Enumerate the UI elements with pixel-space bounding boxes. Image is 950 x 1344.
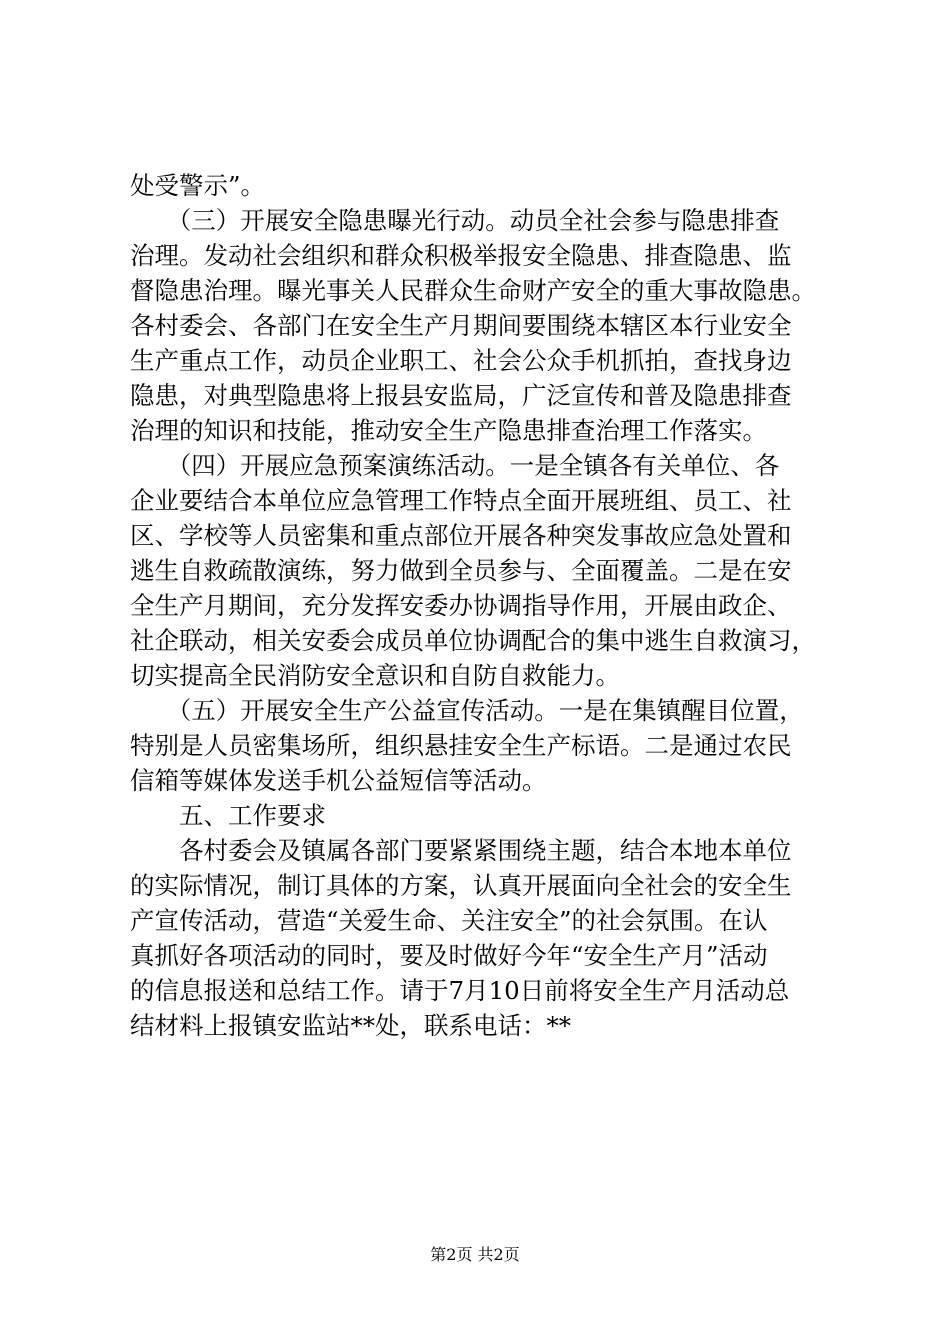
body-text-line: 信箱等媒体发送手机公益短信等活动。: [130, 766, 547, 795]
section-heading-line: 五、工作要求: [130, 801, 326, 830]
body-text-line: 的实际情况，制订具体的方案，认真开展面向全社会的安全生: [130, 871, 792, 900]
body-text-line: 的信息报送和总结工作。请于7月10日前将安全生产月活动总: [130, 976, 790, 1005]
body-text-line: 社企联动，相关安委会成员单位协调配合的集中逃生自救演习，: [130, 626, 816, 655]
body-text-line: 特别是人员密集场所，组织悬挂安全生产标语。二是通过农民: [130, 731, 792, 760]
body-text-line: 督隐患治理。曝光事关人民群众生命财产安全的重大事故隐患。: [130, 276, 816, 305]
body-text-line: 处受警示”。: [130, 171, 266, 200]
body-text-line: 各村委会及镇属各部门要紧紧围绕主题，结合本地本单位: [130, 836, 792, 865]
body-text-line: 区、学校等人员密集和重点部位开展各种突发事故应急处置和: [130, 521, 792, 550]
body-text-line: 生产重点工作，动员企业职工、社会公众手机抓拍，查找身边: [130, 346, 792, 375]
body-text-line: 隐患，对典型隐患将上报县安监局，广泛宣传和普及隐患排查: [130, 381, 792, 410]
body-text-line: 治理的知识和技能，推动安全生产隐患排查治理工作落实。: [130, 416, 767, 445]
body-text-line: 治理。发动社会组织和群众积极举报安全隐患、排查隐患、监: [130, 241, 792, 270]
body-text-line: 真抓好各项活动的同时，要及时做好今年“安全生产月”活动: [130, 941, 768, 970]
body-text-line: 结材料上报镇安监站**处，联系电话：**: [130, 1011, 571, 1040]
body-text-line: 企业要结合本单位应急管理工作特点全面开展班组、员工、社: [130, 486, 792, 515]
body-text-line: 全生产月期间，充分发挥安委办协调指导作用，开展由政企、: [130, 591, 792, 620]
body-text-line: 逃生自救疏散演练，努力做到全员参与、全面覆盖。二是在安: [130, 556, 792, 585]
body-text-line: 产宣传活动，营造“关爱生命、关注安全”的社会氛围。在认: [130, 906, 768, 935]
page-number-footer: 第2页 共2页: [430, 1245, 520, 1264]
body-text-line: 各村委会、各部门在安全生产月期间要围绕本辖区本行业安全: [130, 311, 792, 340]
section-heading-line: （三）开展安全隐患曝光行动。动员全社会参与隐患排查: [130, 206, 780, 235]
section-heading-line: （四）开展应急预案演练活动。一是全镇各有关单位、各: [130, 451, 780, 480]
section-heading-line: （五）开展安全生产公益宣传活动。一是在集镇醒目位置，: [130, 696, 804, 725]
body-text-line: 切实提高全民消防安全意识和自防自救能力。: [130, 661, 620, 690]
